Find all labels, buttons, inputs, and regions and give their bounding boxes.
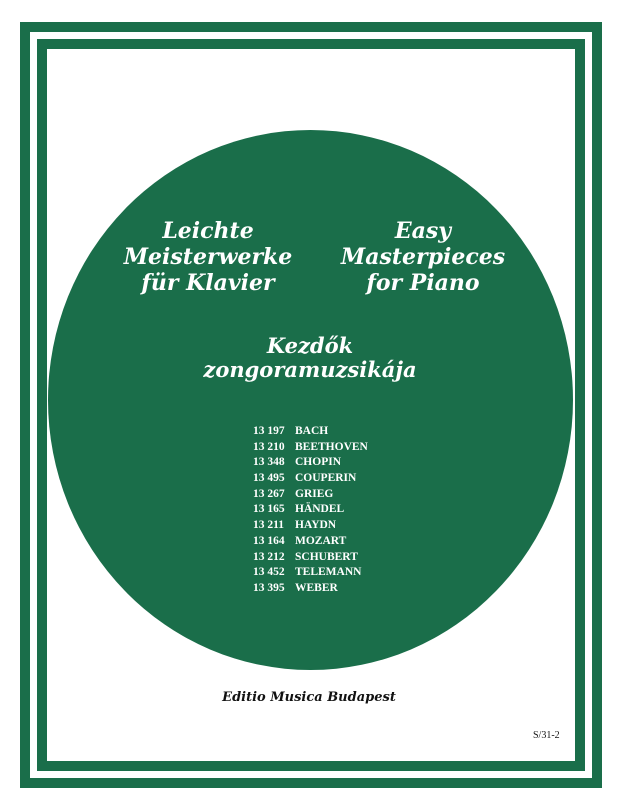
catalog-number: 13 395 (253, 581, 285, 594)
catalog-item (253, 502, 368, 518)
catalog-item (253, 471, 368, 487)
catalog-number: 13 210 (253, 440, 285, 453)
composer-name: BACH (295, 425, 329, 437)
title-german (108, 218, 308, 296)
composer-name: GRIEG (295, 487, 334, 500)
title-german-line: Meisterwerke (123, 244, 293, 270)
composer-name: BEETHOVEN (295, 440, 368, 453)
catalog-number: 13 452 (253, 566, 285, 579)
composer-name: WEBER (295, 581, 338, 594)
catalog-number: 13 211 (253, 519, 284, 532)
catalog-number: 13 197 (253, 425, 285, 437)
composer-name: MOZART (295, 534, 347, 547)
title-german-line: Leichte (162, 218, 254, 244)
catalog-number: 13 165 (253, 503, 285, 516)
composer-name: HAYDN (295, 519, 337, 532)
composer-name: HÄNDEL (295, 503, 345, 516)
composer-name: TELEMANN (295, 566, 362, 579)
catalog-item (253, 487, 368, 503)
catalog-number: 13 212 (253, 550, 285, 563)
catalog-item (253, 455, 368, 471)
title-english (318, 218, 528, 296)
publisher-name: Editio Musica Budapest (222, 690, 396, 705)
composer-name: COUPERIN (295, 472, 357, 485)
catalog-item (253, 565, 368, 581)
catalog-code: S/31-2 (533, 730, 560, 741)
catalog-item (253, 518, 368, 534)
title-english-line: Masterpieces (340, 244, 506, 270)
title-german-line: für Klavier (141, 270, 275, 296)
catalog-item (253, 581, 368, 597)
title-english-line: Easy (394, 218, 452, 244)
title-hungarian-line: zongoramuzsikája (203, 357, 417, 382)
composer-name: CHOPIN (295, 456, 341, 469)
catalog-item (253, 440, 368, 456)
composer-catalog-list (253, 424, 368, 597)
catalog-number: 13 267 (253, 487, 285, 500)
composer-name: SCHUBERT (295, 550, 358, 563)
catalog-number: 13 164 (253, 534, 285, 547)
catalog-number: 13 348 (253, 456, 285, 469)
title-english-line: for Piano (366, 270, 480, 296)
title-hungarian-line: Kezdők (266, 333, 354, 358)
catalog-item (253, 424, 368, 440)
catalog-number: 13 495 (253, 472, 285, 485)
catalog-item (253, 550, 368, 566)
catalog-item (253, 534, 368, 550)
title-hungarian (170, 334, 450, 382)
